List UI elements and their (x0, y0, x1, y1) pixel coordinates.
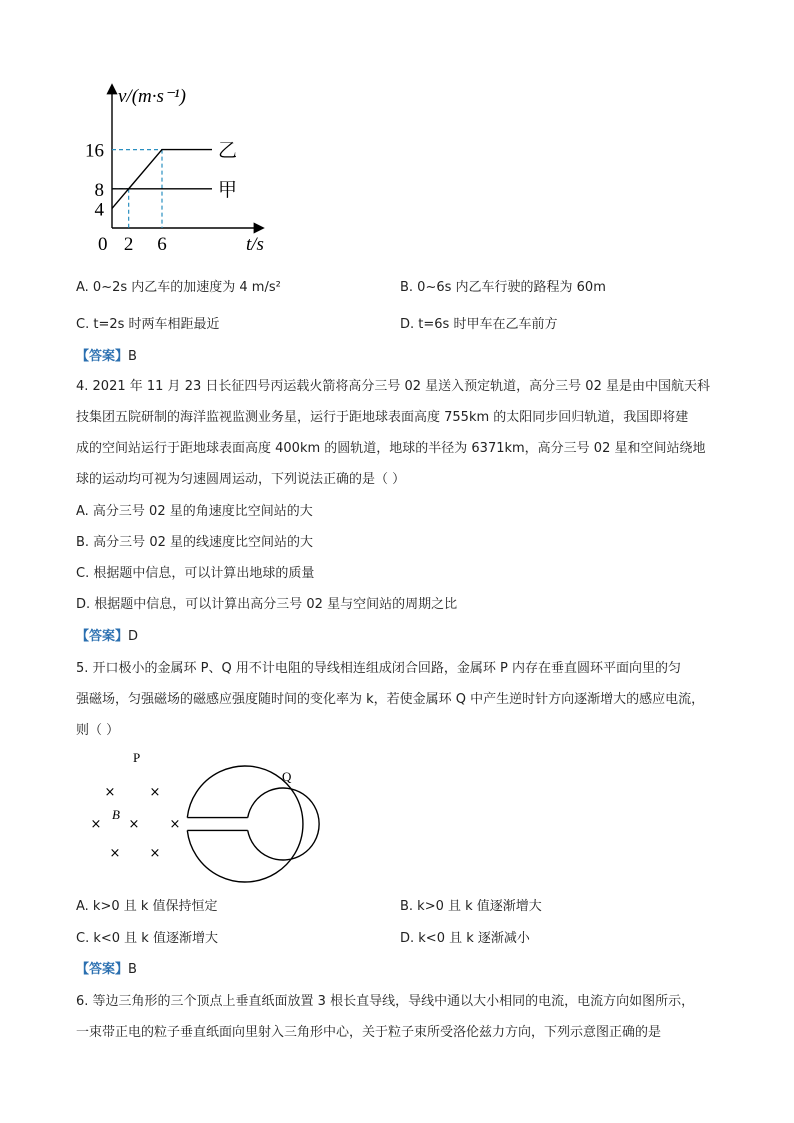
q3-option-d: D. t=6s 时甲车在乙车前方 (400, 317, 558, 332)
field-cross: × (149, 846, 161, 861)
label-q: Q (282, 769, 292, 784)
x-tick-label-2: 2 (123, 234, 134, 255)
answer-label: 【答案】 (76, 629, 129, 644)
field-cross: × (90, 817, 102, 832)
q4-stem-line-4: 球的运动均可视为匀速圆周运动，下列说法正确的是（ ） (76, 472, 406, 487)
q3-option-b: B. 0~6s 内乙车行驶的路程为 60m (400, 280, 606, 295)
field-cross: × (104, 785, 116, 800)
q5-option-a: A. k>0 且 k 值保持恒定 (76, 899, 218, 914)
q4-stem-line-1: 4. 2021 年 11 月 23 日长征四号丙运载火箭将高分三号 02 星送入预定轨道，高分三号 02 星是由中国航天科 (76, 379, 710, 394)
answer-label: 【答案】 (76, 962, 129, 977)
answer-value: D (128, 629, 139, 644)
q5-option-c: C. k<0 且 k 值逐渐增大 (76, 931, 218, 946)
q4-option-d: D. 根据题中信息，可以计算出高分三号 02 星与空间站的周期之比 (76, 597, 458, 612)
ring-q (248, 788, 319, 860)
answer-value: B (128, 349, 137, 364)
q3-option-c: C. t=2s 时两车相距最近 (76, 317, 220, 332)
q4-option-c: C. 根据题中信息，可以计算出地球的质量 (76, 566, 315, 581)
q6-stem-line-1: 6. 等边三角形的三个顶点上垂直纸面放置 3 根长直导线，导线中通以大小相同的电流，电流方向如图所示， (76, 994, 695, 1009)
q5-stem-line-2: 强磁场，匀强磁场的磁感应强度随时间的变化率为 k，若使金属环 Q 中产生逆时针方向逐渐增大的感应电流， (76, 692, 705, 707)
label-b: B (112, 807, 120, 822)
label-p: P (133, 750, 141, 765)
x-axis-label: t/s (246, 234, 264, 255)
q5-stem-line-3: 则（ ） (76, 723, 120, 738)
field-cross: × (109, 846, 121, 861)
y-axis-label: v/(m·s⁻¹) (118, 86, 186, 107)
q5-stem-line-1: 5. 开口极小的金属环 P、Q 用不计电阻的导线相连组成闭合回路，金属环 P 内存在垂直圆环平面向里的匀 (76, 661, 681, 676)
answer-value: B (128, 962, 137, 977)
series-label-0: 乙 (218, 139, 238, 162)
q3-answer (76, 345, 137, 364)
series-label-1: 甲 (218, 178, 238, 201)
field-cross: × (128, 817, 140, 832)
y-tick-label-4: 4 (94, 199, 104, 221)
ring-circuit-diagram (70, 748, 330, 883)
q3-option-a: A. 0~2s 内乙车的加速度为 4 m/s² (76, 280, 281, 295)
vt-graph (70, 80, 270, 260)
q4-stem-line-2: 技集团五院研制的海洋监视监测业务星，运行于距地球表面高度 755km 的太阳同步回归轨道，我国即将建 (76, 410, 689, 425)
q5-option-b: B. k>0 且 k 值逐渐增大 (400, 899, 542, 914)
x-tick-label-6: 6 (157, 234, 167, 255)
answer-label: 【答案】 (76, 349, 129, 364)
q4-answer (76, 625, 138, 644)
origin-label: 0 (98, 234, 108, 255)
q4-option-a: A. 高分三号 02 星的角速度比空间站的大 (76, 504, 313, 519)
y-tick-label-16: 16 (85, 140, 104, 162)
q5-answer (76, 958, 137, 977)
q4-option-b: B. 高分三号 02 星的线速度比空间站的大 (76, 535, 313, 550)
field-cross: × (169, 817, 181, 832)
q6-stem-line-2: 一束带正电的粒子垂直纸面向里射入三角形中心，关于粒子束所受洛伦兹力方向，下列示意图正确的是 (76, 1025, 662, 1040)
q5-option-d: D. k<0 且 k 逐渐减小 (400, 931, 530, 946)
q4-stem-line-3: 成的空间站运行于距地球表面高度 400km 的圆轨道，地球的半径为 6371km，高分三号 02 星和空间站绕地 (76, 441, 706, 456)
y-tick-label-8: 8 (94, 179, 104, 201)
field-cross: × (149, 785, 161, 800)
